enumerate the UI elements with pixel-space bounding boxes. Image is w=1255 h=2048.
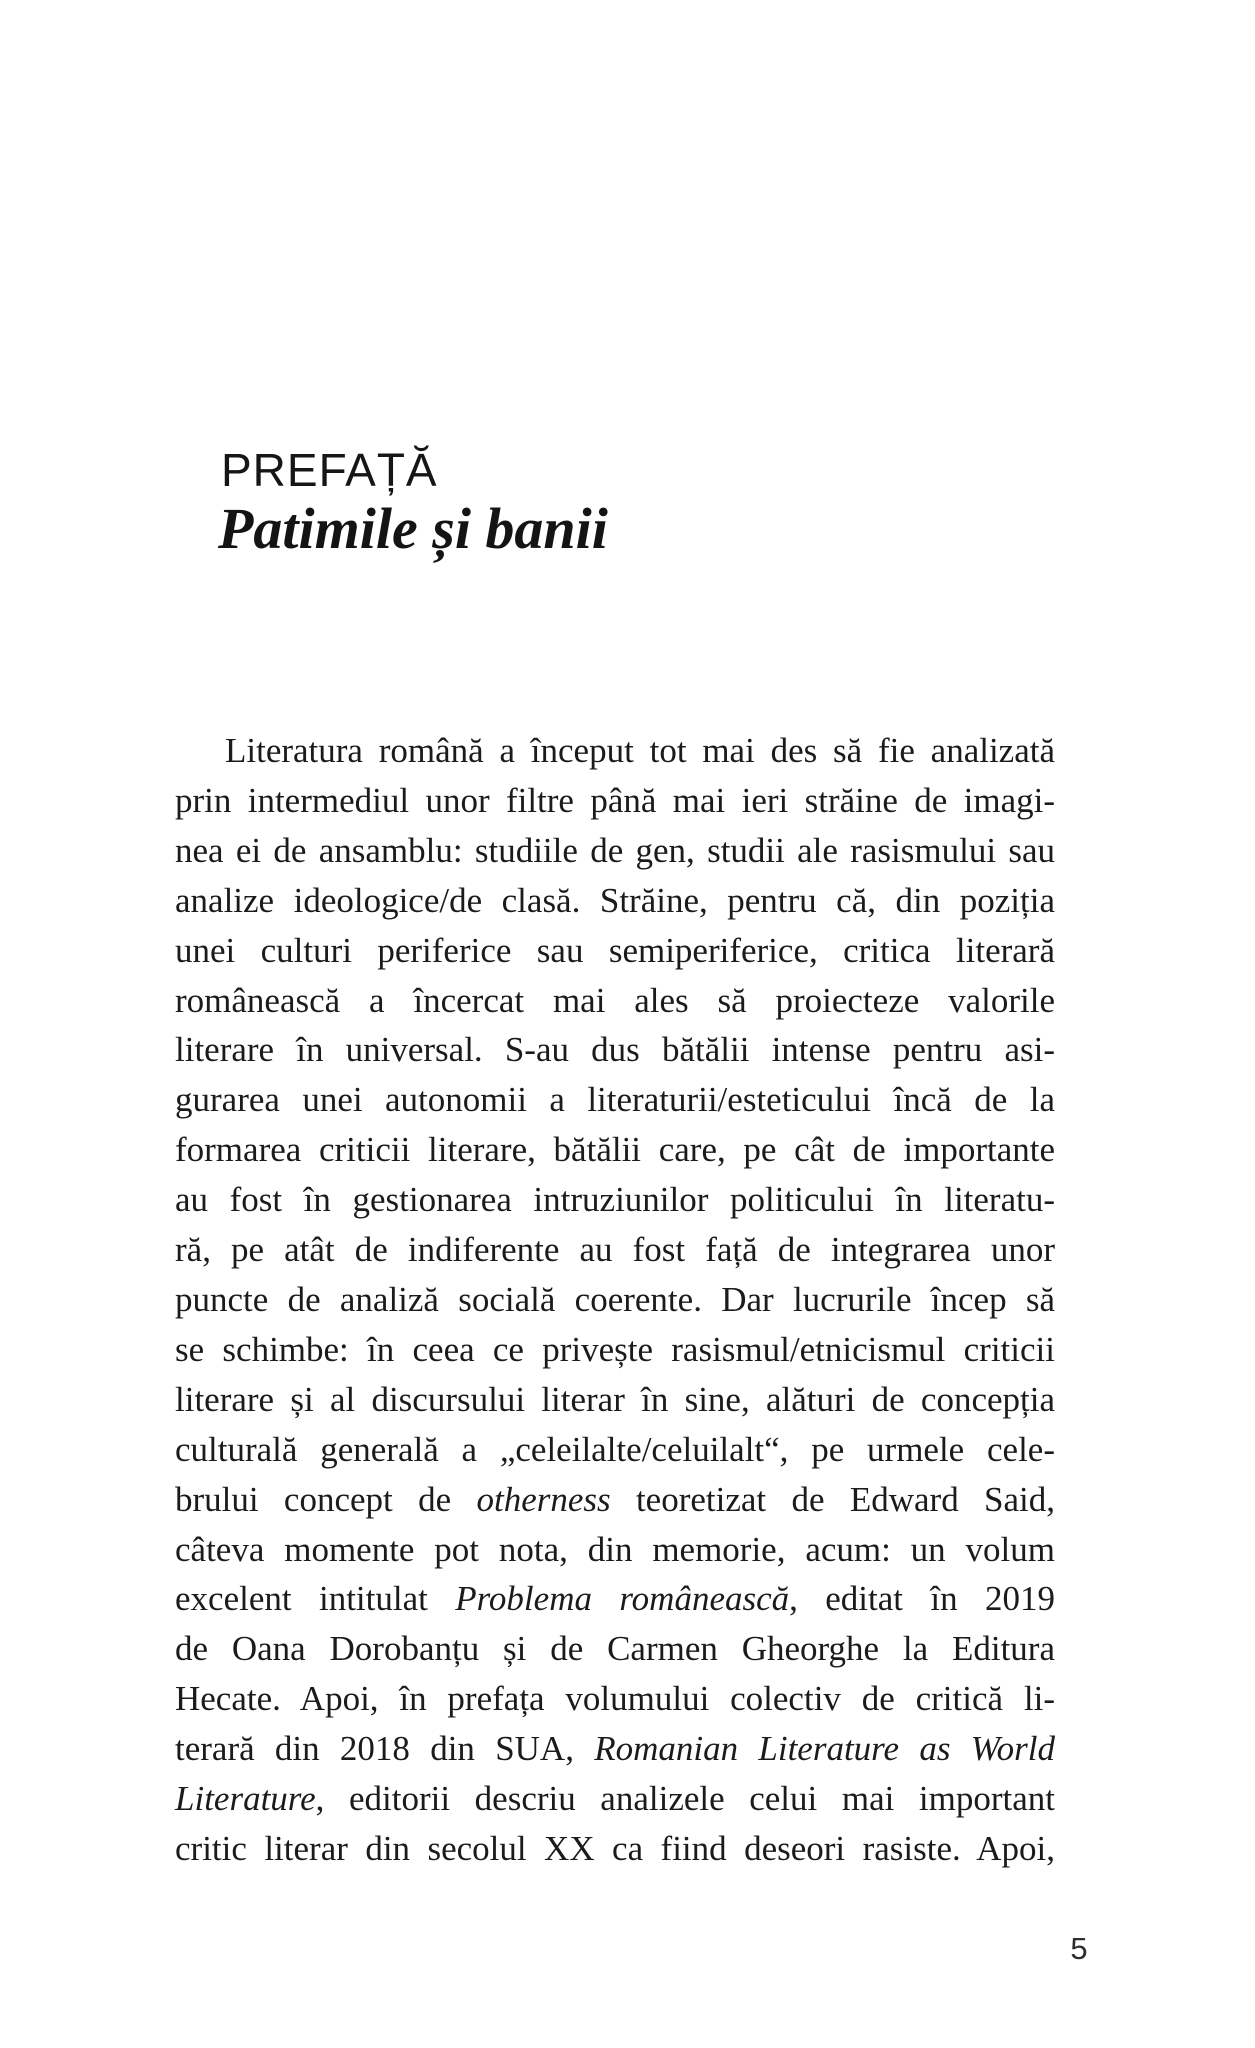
text-segment: ră, pe atât de indiferente au fost față de integrarea unor — [175, 1230, 1055, 1270]
text-segment: câteva momente pot nota, din memorie, acum: un volum — [175, 1529, 1055, 1569]
text-line — [175, 1674, 1055, 1724]
text-line — [175, 1774, 1055, 1824]
page-number: 5 — [1070, 1931, 1088, 1966]
text-segment: culturală generală a „celeilalte/celuilalt“, pe urmele cele- — [175, 1429, 1055, 1469]
text-segment: de Oana Dorobanțu și de Carmen Gheorghe la Editura — [175, 1629, 1055, 1669]
text-line — [175, 826, 1055, 876]
text-line — [175, 1175, 1055, 1225]
text-line — [175, 926, 1055, 976]
text-line — [175, 1425, 1055, 1475]
text-line — [175, 1574, 1055, 1624]
text-line — [175, 1325, 1055, 1375]
text-line — [175, 1525, 1055, 1575]
text-segment: românească a încercat mai ales să proiecteze valorile — [175, 980, 1055, 1020]
text-segment: se schimbe: în ceea ce privește rasismul/etnicismul criticii — [175, 1329, 1055, 1369]
text-line — [175, 776, 1055, 826]
italic-text-segment: Literature — [175, 1779, 316, 1819]
text-line — [175, 1375, 1055, 1425]
text-segment: prin intermediul unor filtre până mai ieri străine de imagi- — [175, 780, 1055, 820]
text-segment: literare și al discursului literar în sine, alături de concepția — [175, 1379, 1055, 1419]
text-line — [175, 726, 1055, 776]
text-segment: excelent intitulat — [175, 1579, 456, 1619]
text-line — [175, 1275, 1055, 1325]
text-line — [175, 1624, 1055, 1674]
text-segment: , editat în 2019 — [789, 1579, 1055, 1619]
text-segment: unei culturi periferice sau semiperiferice, critica literară — [175, 930, 1055, 970]
chapter-title: Patimile și banii — [218, 496, 608, 561]
italic-text-segment: otherness — [476, 1479, 611, 1519]
text-segment: gurarea unei autonomii a literaturii/esteticului încă de la — [175, 1080, 1055, 1120]
text-segment: puncte de analiză socială coerente. Dar lucrurile încep să — [175, 1279, 1055, 1319]
text-segment: Literatura română a început tot mai des să fie analizată — [225, 731, 1055, 770]
preface-kicker-heading: PREFAȚĂ — [221, 444, 438, 496]
text-segment: Hecate. Apoi, în prefața volumului colectiv de critică li- — [175, 1679, 1055, 1719]
italic-text-segment: Romanian Literature as World — [594, 1729, 1055, 1769]
text-line — [175, 1824, 1055, 1874]
text-line — [175, 1025, 1055, 1075]
text-line — [175, 976, 1055, 1026]
text-segment: literare în universal. S-au dus bătălii intense pentru asi- — [175, 1030, 1055, 1070]
text-line — [175, 1724, 1055, 1774]
text-line — [175, 1075, 1055, 1125]
italic-text-segment: Problema românească — [455, 1579, 790, 1619]
text-segment: formarea criticii literare, bătălii care, pe cât de importante — [175, 1130, 1055, 1170]
text-segment: nea ei de ansamblu: studiile de gen, studii ale rasismului sau — [175, 830, 1055, 870]
text-segment: brului concept de — [175, 1479, 477, 1519]
text-line — [175, 876, 1055, 926]
text-line — [175, 1225, 1055, 1275]
text-segment: , editorii descriu analizele celui mai important — [315, 1779, 1055, 1819]
text-segment: teoretizat de Edward Said, — [610, 1479, 1055, 1519]
text-line — [175, 1125, 1055, 1175]
text-segment: au fost în gestionarea intruziunilor politicului în literatu- — [175, 1180, 1055, 1220]
text-segment: terară din 2018 din SUA, — [175, 1729, 595, 1769]
text-line — [175, 1475, 1055, 1525]
text-segment: analize ideologice/de clasă. Străine, pentru că, din poziția — [175, 880, 1055, 920]
body-paragraph — [175, 726, 1055, 1874]
text-segment: critic literar din secolul XX ca fiind deseori rasiste. Apoi, — [175, 1828, 1055, 1868]
